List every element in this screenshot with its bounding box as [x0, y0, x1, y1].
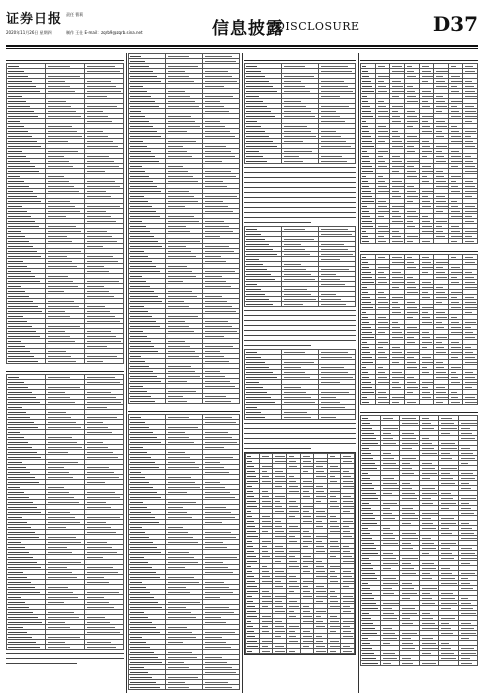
table-cell: [439, 661, 459, 666]
masthead-rule-thick: [6, 45, 478, 47]
table-cell: [85, 359, 124, 364]
table-cell: [7, 645, 46, 650]
table-cell: [375, 400, 390, 405]
table-cell: [463, 400, 478, 405]
section-title: 信息披露: [212, 19, 284, 39]
column-divider: [242, 53, 243, 693]
table-row: [129, 685, 240, 690]
table-heading-rule: [360, 408, 478, 413]
text-line: [244, 329, 356, 332]
text-line: [244, 171, 356, 174]
editor-line: 责任 曹莉: [66, 12, 84, 17]
text-line: [6, 662, 77, 665]
newspaper-logo: 证券日报: [6, 12, 63, 27]
table-heading-rule: [360, 56, 478, 61]
contact-line: 制作 王仕 E-mail：zqrb9@zqrb.sina.net: [66, 30, 143, 35]
table-cell: [300, 649, 314, 654]
financial-table: [360, 254, 478, 405]
text-line: [244, 216, 356, 219]
table-cell: [361, 239, 376, 244]
table-cell: [400, 661, 420, 666]
financial-table: [244, 349, 356, 420]
masthead: [6, 8, 478, 48]
text-line: [244, 437, 356, 440]
table-cell: [375, 239, 390, 244]
column-4: [360, 53, 478, 693]
table-cell: [166, 399, 203, 404]
table-cell: [245, 415, 282, 420]
table-cell: [129, 685, 166, 690]
text-line: [244, 447, 311, 450]
text-line: [244, 211, 356, 214]
table-heading-rule: [6, 367, 124, 372]
table-cell: [390, 239, 405, 244]
text-line: [244, 201, 356, 204]
table-cell: [282, 415, 319, 420]
text-line: [244, 309, 356, 312]
text-line: [6, 657, 124, 660]
text-line: [244, 432, 356, 435]
table-cell: [404, 239, 419, 244]
column-1: [6, 53, 124, 693]
table-cell: [419, 661, 439, 666]
table-cell: [458, 661, 478, 666]
table-cell: [341, 649, 355, 654]
financial-table: [360, 63, 478, 244]
text-line: [244, 314, 356, 317]
table-row: [245, 302, 356, 307]
table-cell: [166, 685, 203, 690]
financial-table: [128, 414, 240, 690]
table-cell: [390, 400, 405, 405]
table-cell: [246, 649, 260, 654]
text-line: [244, 319, 356, 322]
table-cell: [259, 649, 273, 654]
wide-table-block: [244, 452, 356, 655]
text-line: [6, 652, 124, 655]
financial-table: [244, 226, 356, 307]
text-line: [244, 221, 311, 224]
text-line: [244, 334, 356, 337]
table-row: [245, 415, 356, 420]
table-heading-rule: [244, 56, 356, 61]
table-cell: [129, 399, 166, 404]
table-cell: [319, 415, 356, 420]
column-2: [128, 53, 240, 693]
table-row: [129, 399, 240, 404]
table-row: [361, 239, 478, 244]
table-cell: [7, 359, 46, 364]
table-cell: [434, 400, 449, 405]
date-line: 2020年11月26日 星期四: [6, 30, 52, 35]
text-line: [244, 166, 356, 169]
table-cell: [463, 239, 478, 244]
table-cell: [319, 159, 356, 164]
table-cell: [85, 645, 124, 650]
text-line: [244, 422, 356, 425]
text-line: [244, 344, 311, 347]
text-line: [244, 427, 356, 430]
column-3: [244, 53, 356, 693]
table-heading-rule: [6, 56, 124, 61]
page-number: D37: [432, 12, 478, 36]
text-line: [244, 196, 356, 199]
table-cell: [282, 302, 319, 307]
table-cell: [361, 661, 381, 666]
table-cell: [46, 359, 85, 364]
table-cell: [419, 400, 434, 405]
text-line: [244, 324, 356, 327]
table-cell: [314, 649, 328, 654]
table-row: [246, 649, 355, 654]
table-cell: [419, 239, 434, 244]
table-row: [361, 400, 478, 405]
table-cell: [434, 239, 449, 244]
text-line: [244, 442, 356, 445]
table-cell: [245, 302, 282, 307]
column-divider: [126, 53, 127, 693]
table-cell: [404, 400, 419, 405]
section-subtitle: DISCLOSURE: [276, 20, 360, 33]
table-cell: [46, 645, 85, 650]
text-line: [244, 339, 356, 342]
table-cell: [203, 685, 240, 690]
table-cell: [282, 159, 319, 164]
table-heading-rule: [128, 407, 240, 412]
financial-table: [6, 63, 124, 364]
financial-table: [360, 415, 478, 666]
table-cell: [203, 399, 240, 404]
table-cell: [327, 649, 341, 654]
table-row: [7, 645, 124, 650]
table-heading-rule: [360, 247, 478, 252]
table-cell: [448, 400, 463, 405]
financial-table: [128, 53, 240, 404]
column-divider: [358, 53, 359, 693]
text-line: [244, 206, 356, 209]
table-cell: [286, 649, 300, 654]
table-cell: [448, 239, 463, 244]
table-cell: [361, 400, 376, 405]
text-line: [244, 186, 356, 189]
financial-table: [244, 63, 356, 164]
financial-table: [245, 453, 355, 654]
table-cell: [380, 661, 400, 666]
table-cell: [319, 302, 356, 307]
text-line: [244, 191, 356, 194]
text-line: [244, 181, 356, 184]
table-row: [361, 661, 478, 666]
table-cell: [245, 159, 282, 164]
table-row: [7, 359, 124, 364]
table-row: [245, 159, 356, 164]
financial-table: [6, 374, 124, 650]
masthead-rule-thin: [6, 48, 478, 49]
table-cell: [273, 649, 287, 654]
text-line: [244, 176, 356, 179]
